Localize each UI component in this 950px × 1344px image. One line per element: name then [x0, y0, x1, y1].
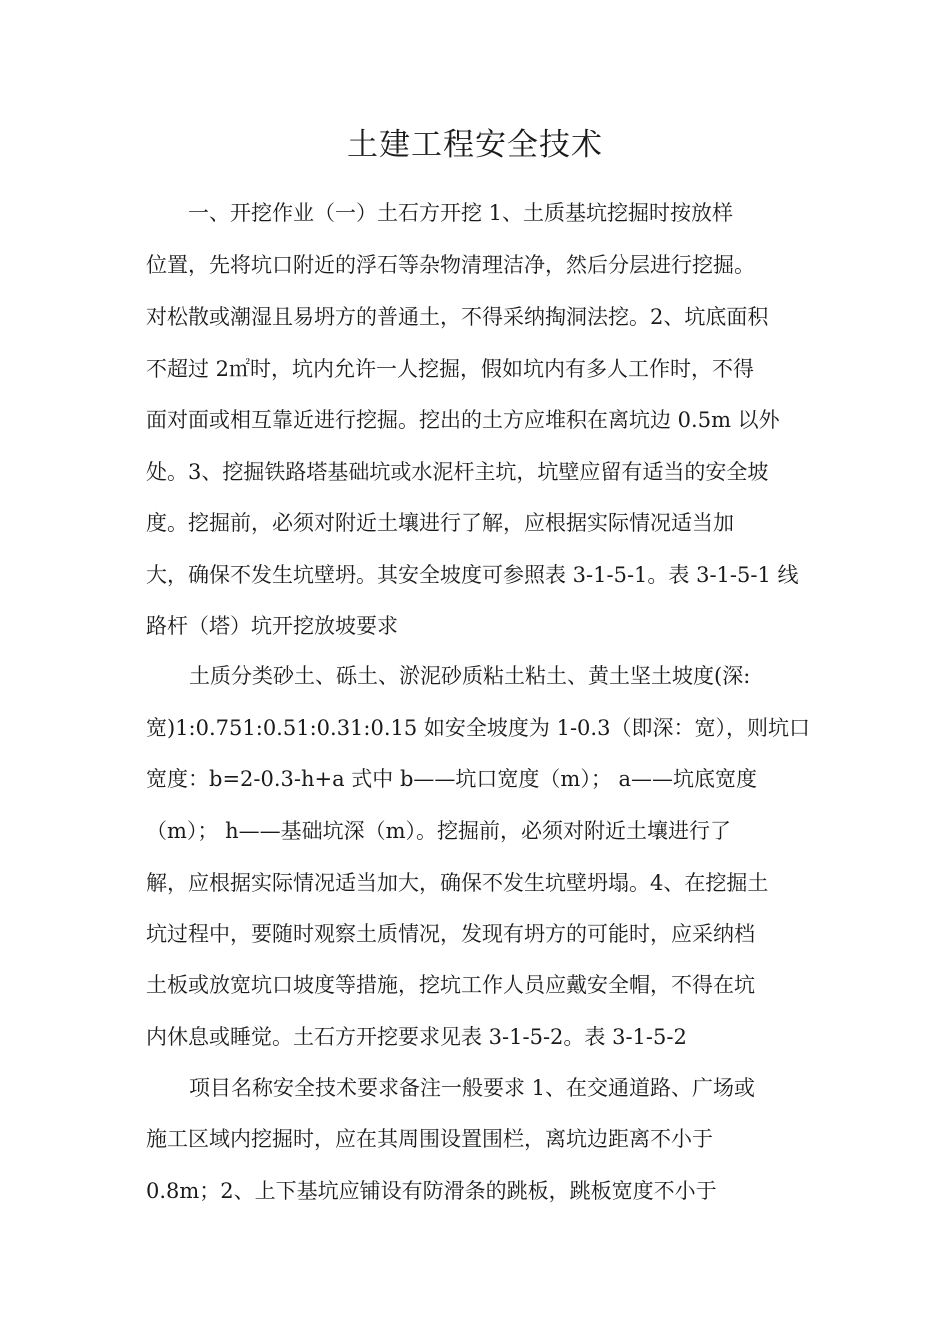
body-line-16: 土板或放宽坑口坡度等措施，挖坑工作人员应戴安全帽，不得在坑 [146, 973, 755, 997]
body-line-20: 0.8m；2、上下基坑应铺设有防滑条的跳板，跳板宽度不小于 [146, 1179, 717, 1203]
document-title: 土建工程安全技术 [347, 127, 603, 163]
body-line-8: 大，确保不发生坑壁坍。其安全坡度可参照表 3-1-5-1。表 3-1-5-1 线 [146, 563, 799, 587]
body-line-2: 位置，先将坑口附近的浮石等杂物清理洁净，然后分层进行挖掘。 [146, 253, 755, 277]
body-line-3: 对松散或潮湿且易坍方的普通土，不得采纳掏洞法挖。2、坑底面积 [146, 305, 769, 329]
body-line-19: 施工区域内挖掘时，应在其周围设置围栏，离坑边距离不小于 [146, 1127, 713, 1151]
body-line-18: 项目名称安全技术要求备注一般要求 1、在交通道路、广场或 [189, 1076, 756, 1100]
body-line-10: 土质分类砂土、砾土、淤泥砂质粘土粘土、黄土坚土坡度(深: [189, 664, 751, 688]
body-line-17: 内休息或睡觉。土石方开挖要求见表 3-1-5-2。表 3-1-5-2 [146, 1025, 687, 1049]
body-line-11: 宽)1:0.751:0.51:0.31:0.15 如安全坡度为 1-0.3（即深：宽），则坑口 [146, 716, 810, 740]
body-line-4: 不超过 2㎡时，坑内允许一人挖掘，假如坑内有多人工作时，不得 [146, 357, 755, 381]
body-line-15: 坑过程中，要随时观察土质情况，发现有坍方的可能时，应采纳档 [146, 922, 755, 946]
body-line-14: 解，应根据实际情况适当加大，确保不发生坑壁坍塌。4、在挖掘土 [146, 871, 769, 895]
body-line-9: 路杆（塔）坑开挖放坡要求 [146, 614, 398, 638]
body-line-6: 处。3、挖掘铁路塔基础坑或水泥杆主坑，坑壁应留有适当的安全坡 [146, 460, 769, 484]
body-line-12: 宽度：b=2-0.3-h+a 式中 b——坑口宽度（m）； a——坑底宽度 [146, 767, 758, 791]
body-line-5: 面对面或相互靠近进行挖掘。挖出的土方应堆积在离坑边 0.5m 以外 [146, 408, 780, 432]
body-line-7: 度。挖掘前，必须对附近土壤进行了解，应根据实际情况适当加 [146, 511, 734, 535]
body-line-1: 一、开挖作业（一）土石方开挖 1、土质基坑挖掘时按放样 [146, 201, 734, 225]
body-line-13: （m）； h——基础坑深（m）。挖掘前，必须对附近土壤进行了 [146, 819, 732, 843]
